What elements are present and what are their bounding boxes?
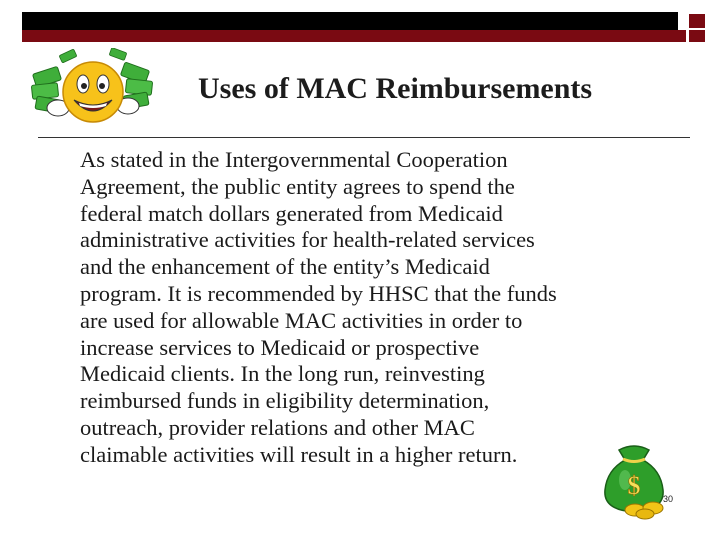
smiley-holding-money-icon [30, 48, 156, 134]
body-line: increase services to Medicaid or prospective [80, 334, 480, 360]
body-line: claimable activities will result in a higher return. [80, 441, 518, 467]
body-line: reimbursed funds in eligibility determination, [80, 388, 490, 414]
header-corner-square [689, 14, 705, 28]
title-divider [38, 137, 690, 138]
body-line: Agreement, the public entity agrees to spend the [80, 173, 515, 199]
header-bar-red [22, 30, 686, 42]
header-bar-black [22, 12, 678, 30]
money-bag-icon [595, 440, 673, 520]
body-line: and the enhancement of the entity’s Medicaid [80, 254, 490, 280]
body-paragraph [80, 147, 685, 469]
slide-title: Uses of MAC Reimbursements [198, 72, 593, 105]
body-line: Medicaid clients. In the long run, reinvesting [80, 361, 485, 387]
body-line: outreach, provider relations and other MAC [80, 414, 475, 440]
body-line: program. It is recommended by HHSC that the funds [80, 280, 557, 306]
body-line: are used for allowable MAC activities in order to [80, 307, 523, 333]
money-bag-dollar-sign: $ [627, 471, 641, 500]
body-line: administrative activities for health-related services [80, 227, 535, 253]
header-corner-square-lower [689, 30, 705, 42]
page-number: 30 [663, 494, 674, 504]
body-line: As stated in the Intergovernmental Cooperation [80, 147, 508, 172]
body-line: federal match dollars generated from Medicaid [80, 200, 503, 226]
